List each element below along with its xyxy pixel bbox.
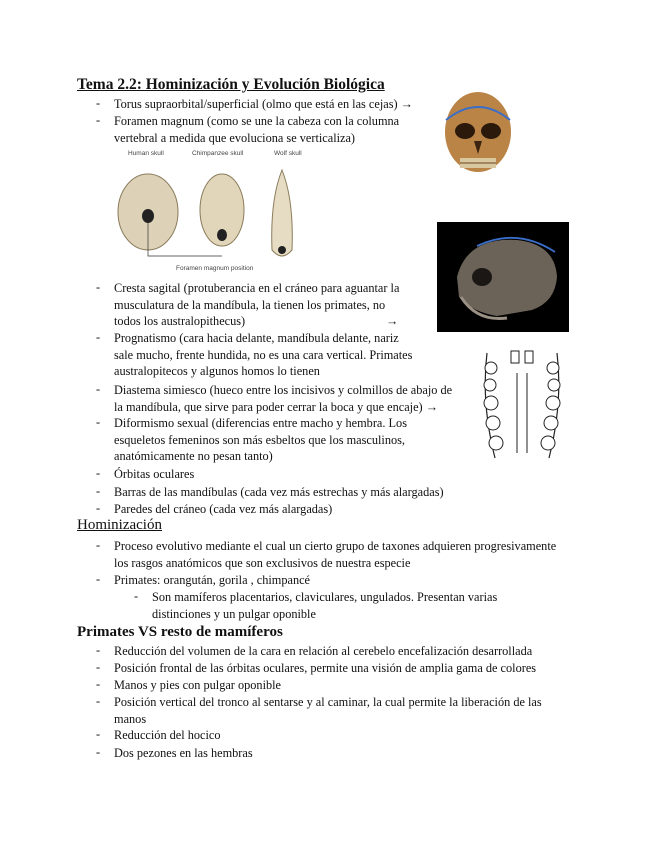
primates-item-text: Reducción del volumen de la cara en relación al cerebelo encefalización desarrollada — [114, 644, 533, 658]
section1-item-text: vertebral a medida que evoluciona se verticaliza) — [114, 130, 356, 145]
hominizacion-subitem-bullet: - — [134, 589, 139, 603]
section1b-item-text: anatómicamente no pesan tanto) — [114, 449, 273, 463]
primates-item-bullet: - — [96, 745, 101, 759]
hominizacion-item-text: Primates: orangután, gorila , chimpancé — [114, 573, 311, 587]
section1b-item-text: la mandíbula, que sirve para poder cerrar la boca y que encaje) → — [114, 399, 439, 414]
hominizacion-heading: Hominización — [77, 517, 162, 533]
chimp-skull-label: Chimpanzee skull — [192, 150, 244, 157]
page-title: Tema 2.2: Hominización y Evolución Biológica — [77, 76, 385, 93]
section1b-item-bullet: - — [96, 330, 101, 344]
diastema-jaw-image — [477, 343, 567, 465]
section1b-item-text: sale mucho, frente hundida, no es una cara vertical. Primates — [114, 347, 413, 362]
hominizacion-item-bullet: - — [96, 538, 101, 552]
primates-item-bullet: - — [96, 727, 101, 741]
primates-item-bullet: - — [96, 660, 101, 674]
primates-item-text: Manos y pies con pulgar oponible — [114, 678, 282, 692]
human-skull-label: Human skull — [128, 150, 164, 157]
primates-item-bullet: - — [96, 643, 101, 657]
primates-item-bullet: - — [96, 694, 101, 708]
sagittal-crest-image — [437, 222, 569, 332]
section1b-item-text: musculatura de la mandíbula, la tienen los primates, no — [114, 297, 386, 312]
skull-torus-image — [440, 86, 516, 182]
foramen-position-label: Foramen magnum position — [176, 265, 254, 272]
jaw-teeth-icon — [477, 343, 567, 465]
section1b-item-bullet: - — [96, 415, 101, 429]
section1b-item-bullet: - — [96, 466, 101, 480]
skull-side-icon — [437, 222, 569, 332]
arrow-icon: → — [386, 314, 399, 328]
section1b-item-bullet: - — [96, 484, 101, 498]
section1b-item-text: australopitecos y algunos homos lo tienen — [114, 364, 320, 378]
skull-base-icon — [110, 160, 315, 265]
section1b-item-text: Cresta sagital (protuberancia en el cráneo para aguantar la — [114, 281, 400, 295]
section1b-item-text: Prognatismo (cara hacia delante, mandíbula delante, nariz — [114, 331, 399, 345]
hominizacion-item-text: Proceso evolutivo mediante el cual un cierto grupo de taxones adquieren progresivamente — [114, 539, 557, 553]
primates-item-text: Reducción del hocico — [114, 728, 221, 742]
primates-item-text: Posición vertical del tronco al sentarse y al caminar, la cual permite la liberación de las — [114, 695, 542, 709]
primates-heading: Primates VS resto de mamíferos — [77, 624, 283, 640]
hominizacion-subitem-text: distinciones y un pulgar oponible — [152, 606, 316, 621]
foramen-magnum-figure — [110, 150, 315, 275]
section1b-item-text: Órbitas oculares — [114, 467, 195, 481]
section1b-item-text: Diastema simiesco (hueco entre los incisivos y colmillos de abajo de — [114, 383, 453, 397]
wolf-skull-label: Wolf skull — [274, 150, 302, 157]
section1b-item-bullet: - — [96, 382, 101, 396]
section1b-item-bullet: - — [96, 501, 101, 515]
section1-item-text: Torus supraorbital/superficial (olmo que está en las cejas) → — [114, 97, 413, 111]
primates-item-bullet: - — [96, 677, 101, 691]
section1b-item-text: Paredes del cráneo (cada vez más alargadas) — [114, 502, 333, 516]
section1-item-text: Foramen magnum (como se une la cabeza con la columna — [114, 114, 400, 128]
section1-item-bullet: - — [96, 96, 101, 110]
section1b-item-text: Diformismo sexual (diferencias entre macho y hembra. Los — [114, 416, 407, 430]
section1b-item-text: esqueletos femeninos son más esbeltos que los masculinos, — [114, 432, 405, 447]
hominizacion-item-bullet: - — [96, 572, 101, 586]
hominizacion-subitem-text: Son mamíferos placentarios, claviculares, ungulados. Presentan varias — [152, 590, 498, 604]
skull-front-icon — [440, 86, 516, 182]
section1b-item-text: todos los australopithecus) — [114, 314, 246, 328]
hominizacion-item-text: los rasgos anatómicos que son exclusivos de nuestra especie — [114, 555, 411, 570]
section1b-item-bullet: - — [96, 280, 101, 294]
primates-item-text: Posición frontal de las órbitas oculares, permite una visión de amplia gama de colores — [114, 661, 537, 675]
primates-item-text: Dos pezones en las hembras — [114, 746, 253, 760]
section1-item-bullet: - — [96, 113, 101, 127]
section1b-item-text: Barras de las mandíbulas (cada vez más estrechas y más alargadas) — [114, 485, 444, 499]
primates-item-text: manos — [114, 711, 147, 726]
